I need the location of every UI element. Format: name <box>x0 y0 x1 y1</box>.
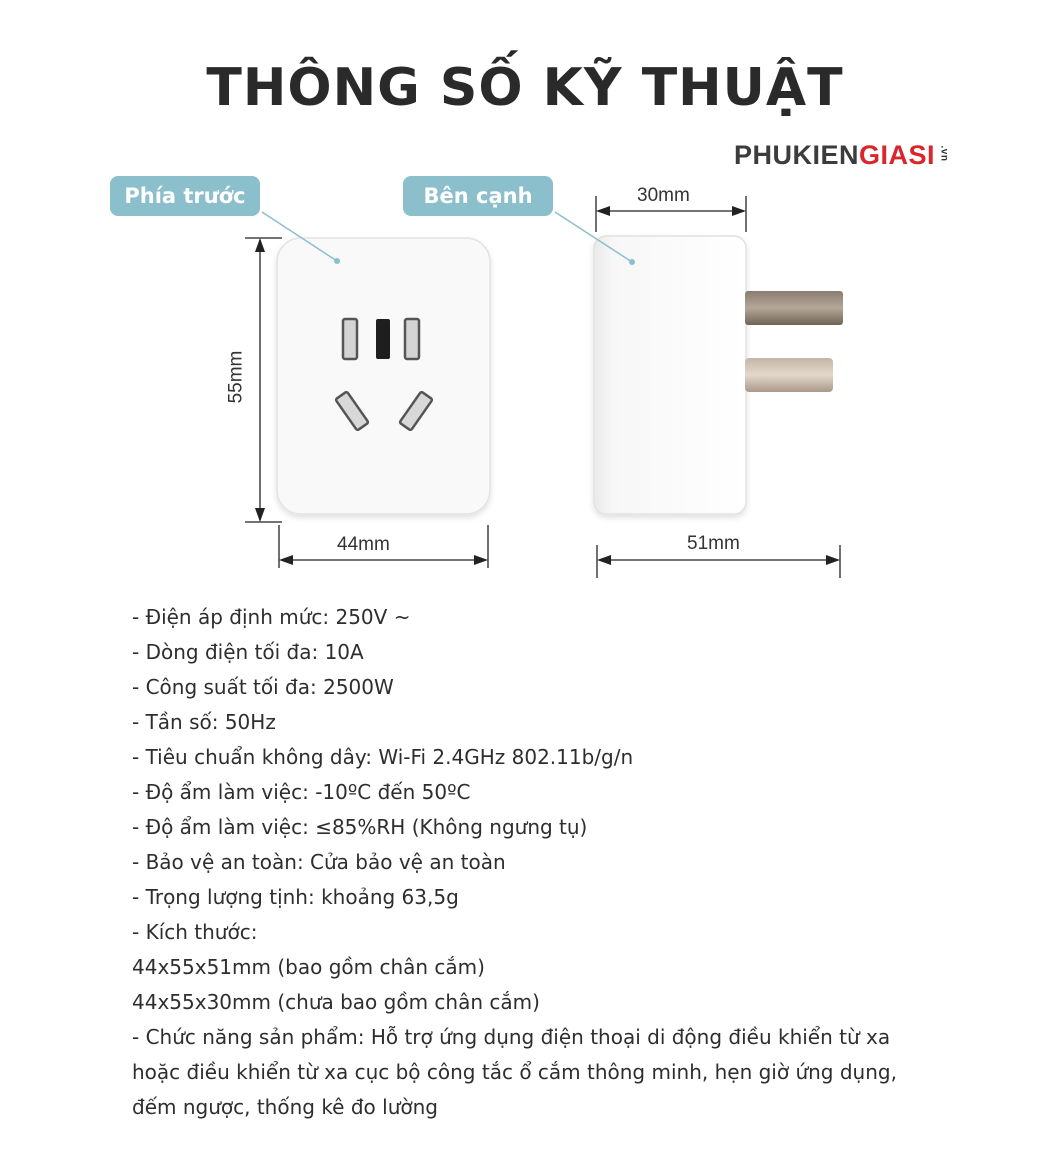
spec-line: - Dòng điện tối đa: 10A <box>132 640 364 664</box>
socket-body-front <box>277 238 490 514</box>
side-label-pointer-dot <box>629 259 635 265</box>
spec-line: - Chức năng sản phẩm: Hỗ trợ ứng dụng điện thoại di động điều khiển từ xa <box>132 1025 891 1049</box>
spec-line: 44x55x51mm (bao gồm chân cắm) <box>132 955 485 979</box>
front-label-pointer-dot <box>334 258 340 264</box>
dim-depth-label: 30mm <box>637 185 690 206</box>
dim-width-label: 44mm <box>337 534 390 555</box>
spec-line: - Trọng lượng tịnh: khoảng 63,5g <box>132 885 459 909</box>
plug-pin-upper <box>745 291 843 325</box>
spec-line: - Công suất tối đa: 2500W <box>132 675 394 699</box>
brand-suffix: .vn <box>938 145 950 162</box>
spec-line: - Kích thước: <box>132 920 258 944</box>
spec-line: hoặc điều khiển từ xa cục bộ công tắc ổ cắm thông minh, hẹn giờ ứng dụng, <box>132 1060 897 1084</box>
socket-body-side <box>594 236 746 514</box>
socket-slot-right <box>405 319 419 359</box>
plug-pin-lower <box>745 358 833 392</box>
socket-slot-left <box>343 319 357 359</box>
spec-line: 44x55x30mm (chưa bao gồm chân cắm) <box>132 990 540 1014</box>
spec-line: - Độ ẩm làm việc: ≤85%RH (Không ngưng tụ) <box>132 815 588 839</box>
spec-list <box>132 600 992 1125</box>
page-title: THÔNG SỐ KỸ THUẬT <box>206 58 844 118</box>
spec-line: - Tiêu chuẩn không dây: Wi-Fi 2.4GHz 802.11b/g/n <box>132 745 634 769</box>
front-view-label: Phía trước <box>110 176 260 216</box>
spec-line: - Độ ẩm làm việc: -10ºC đến 50ºC <box>132 780 471 804</box>
spec-line: - Điện áp định mức: 250V ~ <box>132 605 411 629</box>
spec-line: - Tần số: 50Hz <box>132 710 276 734</box>
spec-line: đếm ngược, thống kê đo lường <box>132 1095 438 1119</box>
socket-slot-center <box>376 319 390 359</box>
side-view-label: Bên cạnh <box>403 176 553 216</box>
front-view <box>277 238 490 514</box>
brand-name-part1: PHUKIEN <box>734 140 860 170</box>
dim-height-label: 55mm <box>225 350 247 404</box>
dim-total-label: 51mm <box>687 533 740 554</box>
spec-line: - Bảo vệ an toàn: Cửa bảo vệ an toàn <box>132 850 506 874</box>
side-view <box>594 236 843 514</box>
brand-name-part2: GIASI <box>859 140 936 170</box>
